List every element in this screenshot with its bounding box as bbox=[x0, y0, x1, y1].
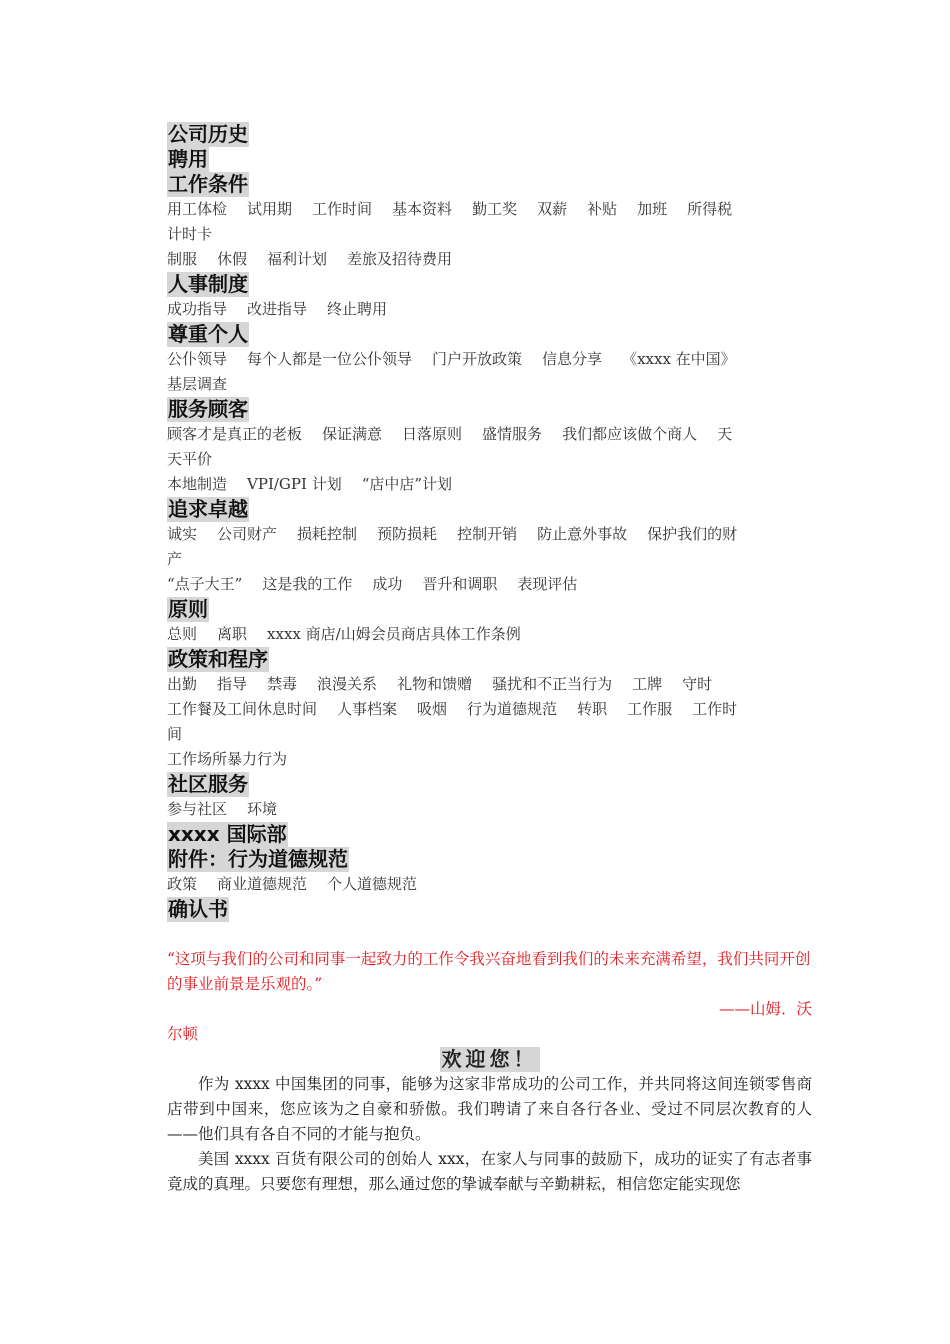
section-item: 终止聘用 bbox=[327, 300, 388, 318]
section-line bbox=[167, 672, 812, 697]
section-item: 人事档案 bbox=[337, 700, 398, 718]
section-line bbox=[167, 797, 812, 822]
section-line bbox=[167, 472, 812, 497]
welcome-title: 欢迎您！ bbox=[441, 1047, 538, 1071]
section-heading: 人事制度 bbox=[168, 272, 248, 296]
section-item: 浪漫关系 bbox=[317, 675, 378, 693]
section-item: 晋升和调职 bbox=[422, 575, 498, 593]
section-item: 防止意外事故 bbox=[537, 525, 628, 543]
section-line bbox=[167, 547, 812, 572]
table-of-contents bbox=[167, 122, 812, 922]
section-heading: 追求卓越 bbox=[168, 497, 248, 521]
section-item: 补贴 bbox=[587, 200, 618, 218]
section-item: 工作时 bbox=[692, 700, 738, 718]
section-heading: 聘用 bbox=[168, 147, 208, 171]
document-page bbox=[167, 122, 812, 1197]
section-line bbox=[167, 872, 812, 897]
section-item: 离职 bbox=[217, 625, 248, 643]
section-item: 勤工奖 bbox=[472, 200, 518, 218]
section-heading: 政策和程序 bbox=[168, 647, 268, 671]
section-item: 环境 bbox=[247, 800, 278, 818]
section-item: 预防损耗 bbox=[377, 525, 438, 543]
section-item: 吸烟 bbox=[417, 700, 448, 718]
quote-text: “这项与我们的公司和同事一起致力的工作令我兴奋地看到我们的未来充满希望，我们共同开创的事业前景是乐观的。” bbox=[167, 950, 811, 993]
section-item: 试用期 bbox=[247, 200, 293, 218]
section-item: 工作服 bbox=[627, 700, 673, 718]
section-item: 用工体检 bbox=[167, 200, 228, 218]
section-item: 每个人都是一位公仆领导 bbox=[247, 350, 413, 368]
section-item: 公仆领导 bbox=[167, 350, 228, 368]
section-item: 参与社区 bbox=[167, 800, 228, 818]
section-item: 天平价 bbox=[167, 450, 213, 468]
section-line bbox=[167, 572, 812, 597]
section-item: 差旅及招待费用 bbox=[347, 250, 453, 268]
section-item: 商业道德规范 bbox=[217, 875, 308, 893]
section-item: “店中店”计划 bbox=[361, 475, 453, 493]
section-item: 这是我的工作 bbox=[262, 575, 353, 593]
section-item: 制服 bbox=[167, 250, 198, 268]
section-item: 行为道德规范 bbox=[467, 700, 558, 718]
section-heading: xxxx 国际部 bbox=[168, 822, 287, 846]
section-item: 控制开销 bbox=[457, 525, 518, 543]
section-item: 转职 bbox=[577, 700, 608, 718]
section-item: 出勤 bbox=[167, 675, 198, 693]
section-item: 本地制造 bbox=[167, 475, 228, 493]
section-item: 双薪 bbox=[537, 200, 568, 218]
section-item: 间 bbox=[167, 725, 183, 743]
section-item: 成功 bbox=[372, 575, 403, 593]
section-line bbox=[167, 722, 812, 747]
section-item: 礼物和馈赠 bbox=[397, 675, 473, 693]
section-item: 禁毒 bbox=[267, 675, 298, 693]
section-heading: 原则 bbox=[168, 597, 208, 621]
section-line bbox=[167, 622, 812, 647]
section-line bbox=[167, 297, 812, 322]
section-item: 表现评估 bbox=[517, 575, 578, 593]
section-item: 天 bbox=[717, 425, 733, 443]
section-item: 产 bbox=[167, 550, 183, 568]
welcome-paragraph-1: 作为 xxxx 中国集团的同事，能够为这家非常成功的公司工作，并共同将这间连锁零售商店带到中国来，您应该为之自豪和骄傲。我们聘请了来自各行各业、受过不同层次教育的人——他们具有各自不同的才能与抱负。 bbox=[167, 1075, 812, 1143]
section-line bbox=[167, 522, 812, 547]
section-item: 日落原则 bbox=[402, 425, 463, 443]
section-item: 《xxxx 在中国》 bbox=[622, 350, 736, 368]
section-line bbox=[167, 697, 812, 722]
section-item: 工作场所暴力行为 bbox=[167, 750, 288, 768]
section-heading: 服务顾客 bbox=[168, 397, 248, 421]
section-heading: 工作条件 bbox=[168, 172, 248, 196]
section-item: 改进指导 bbox=[247, 300, 308, 318]
section-line bbox=[167, 447, 812, 472]
section-item: 个人道德规范 bbox=[327, 875, 418, 893]
section-item: 政策 bbox=[167, 875, 198, 893]
section-line bbox=[167, 197, 812, 222]
section-item: 损耗控制 bbox=[297, 525, 358, 543]
section-item: VPI/GPI 计划 bbox=[247, 475, 342, 493]
quote-attribution-continued: 尔顿 bbox=[167, 1025, 199, 1043]
section-item: 公司财产 bbox=[217, 525, 278, 543]
section-item: 工牌 bbox=[632, 675, 663, 693]
section-item: 信息分享 bbox=[542, 350, 603, 368]
section-heading: 尊重个人 bbox=[168, 322, 248, 346]
section-line bbox=[167, 222, 812, 247]
section-item: 工作餐及工间休息时间 bbox=[167, 700, 318, 718]
section-heading: 确认书 bbox=[168, 897, 228, 921]
section-item: 福利计划 bbox=[267, 250, 328, 268]
section-item: 我们都应该做个商人 bbox=[562, 425, 698, 443]
section-item: 门户开放政策 bbox=[432, 350, 523, 368]
section-item: 基层调查 bbox=[167, 375, 228, 393]
section-heading: 附件：行为道德规范 bbox=[168, 847, 348, 871]
welcome-paragraph-2: 美国 xxxx 百货有限公司的创始人 xxx，在家人与同事的鼓励下，成功的证实了有志者事竟成的真理。只要您有理想，那么通过您的挚诚奉献与辛勤耕耘，相信您定能实现您 bbox=[167, 1150, 812, 1193]
section-item: 守时 bbox=[682, 675, 713, 693]
section-item: 骚扰和不正当行为 bbox=[492, 675, 613, 693]
section-item: 总则 bbox=[167, 625, 198, 643]
quote-attribution: ——山姆．沃 bbox=[718, 1000, 812, 1018]
section-item: 工作时间 bbox=[312, 200, 373, 218]
section-item: 保护我们的财 bbox=[647, 525, 738, 543]
section-item: 计时卡 bbox=[167, 225, 213, 243]
section-item: 盛情服务 bbox=[482, 425, 543, 443]
section-item: 成功指导 bbox=[167, 300, 228, 318]
section-item: 指导 bbox=[217, 675, 248, 693]
section-item: 诚实 bbox=[167, 525, 198, 543]
section-item: 顾客才是真正的老板 bbox=[167, 425, 303, 443]
section-line bbox=[167, 372, 812, 397]
section-line bbox=[167, 422, 812, 447]
section-item: 休假 bbox=[217, 250, 248, 268]
section-line bbox=[167, 347, 812, 372]
section-item: 加班 bbox=[637, 200, 668, 218]
section-item: 基本资料 bbox=[392, 200, 453, 218]
section-item: 保证满意 bbox=[322, 425, 383, 443]
section-item: “点子大王” bbox=[167, 575, 243, 593]
section-item: 所得税 bbox=[687, 200, 733, 218]
section-heading: 公司历史 bbox=[168, 122, 248, 146]
section-line bbox=[167, 747, 812, 772]
section-item: xxxx 商店/山姆会员商店具体工作条例 bbox=[267, 625, 521, 643]
section-heading: 社区服务 bbox=[168, 772, 248, 796]
section-line bbox=[167, 247, 812, 272]
